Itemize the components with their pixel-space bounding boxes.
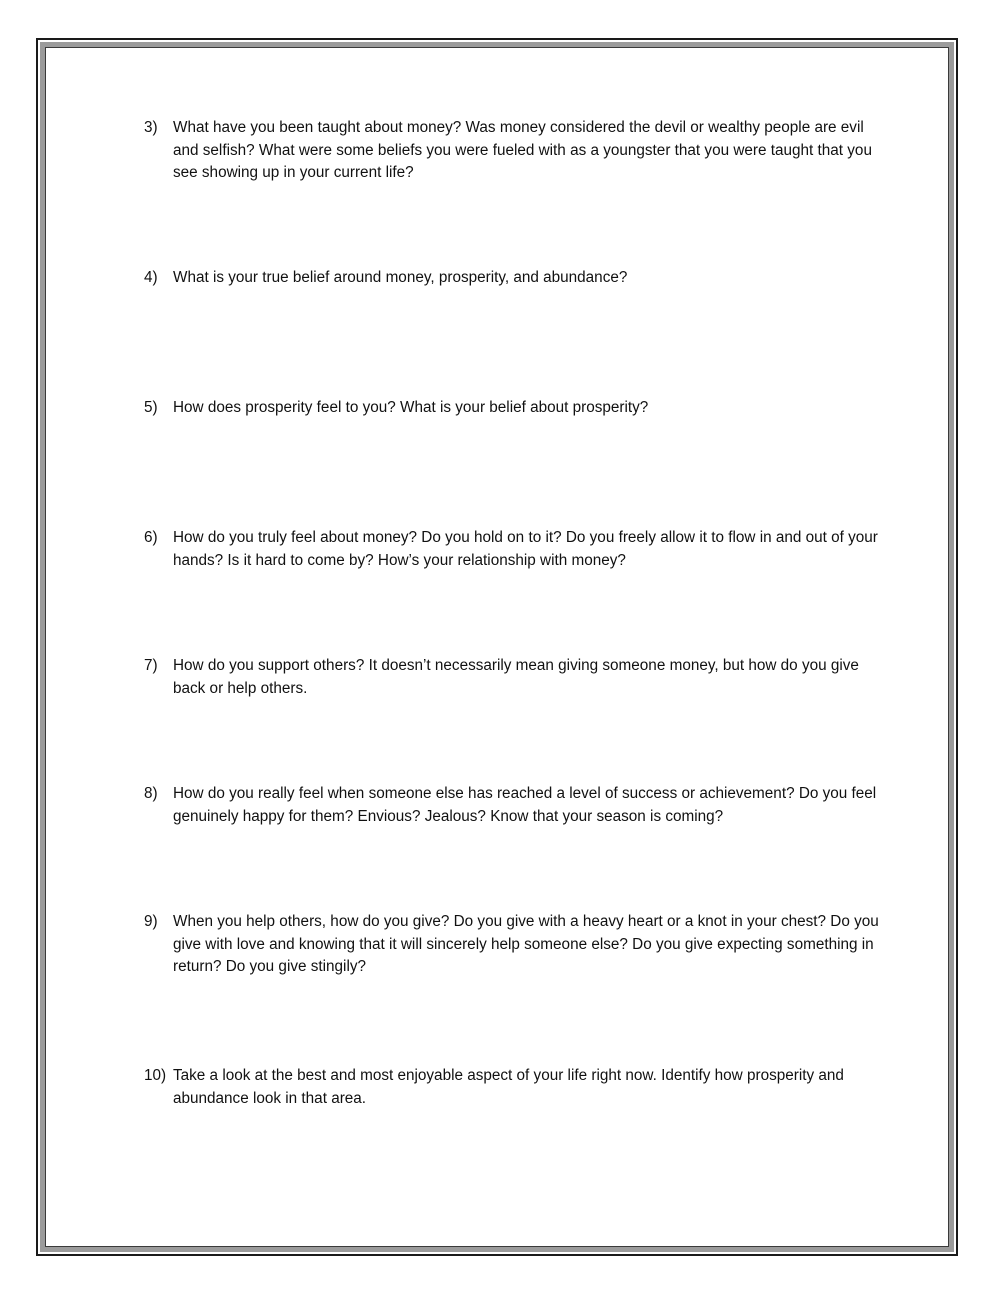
question-text: How does prosperity feel to you? What is your belief about prosperity? [173, 399, 649, 416]
question-3 [144, 117, 884, 185]
question-number: 4) [144, 269, 158, 286]
question-number: 7) [144, 657, 158, 674]
question-8 [144, 783, 884, 828]
question-number: 10) [144, 1067, 167, 1084]
question-text: How do you really feel when someone else has reached a level of success or achievement? Do you feel genuinely happy for them? Envious? Jealous? Know that your season is coming? [173, 785, 877, 825]
question-text: What have you been taught about money? Was money considered the devil or wealthy people are evil and selfish? What were some beliefs you were fueled with as a youngster that you were taught that you see showing up in your current life? [173, 119, 872, 181]
question-5 [144, 397, 884, 420]
question-number: 5) [144, 399, 158, 416]
question-number: 9) [144, 913, 158, 930]
question-text: How do you support others? It doesn’t necessarily mean giving someone money, but how do you give back or help others. [173, 657, 859, 697]
question-text: When you help others, how do you give? Do you give with a heavy heart or a knot in your chest? Do you give with love and knowing that it will sincerely help someone else? Do you give expecting something in return? Do you give stingily? [173, 913, 879, 975]
question-number: 8) [144, 785, 158, 802]
question-4 [144, 267, 884, 290]
question-6 [144, 527, 884, 572]
question-7 [144, 655, 884, 700]
question-text: How do you truly feel about money? Do you hold on to it? Do you freely allow it to flow in and out of your hands? Is it hard to come by? How’s your relationship with money? [173, 529, 878, 569]
question-9 [144, 911, 884, 979]
question-10 [144, 1065, 884, 1110]
question-number: 6) [144, 529, 158, 546]
question-number: 3) [144, 119, 158, 136]
question-text: Take a look at the best and most enjoyable aspect of your life right now. Identify how prosperity and abundance look in that area. [173, 1067, 844, 1107]
question-text: What is your true belief around money, prosperity, and abundance? [173, 269, 628, 286]
